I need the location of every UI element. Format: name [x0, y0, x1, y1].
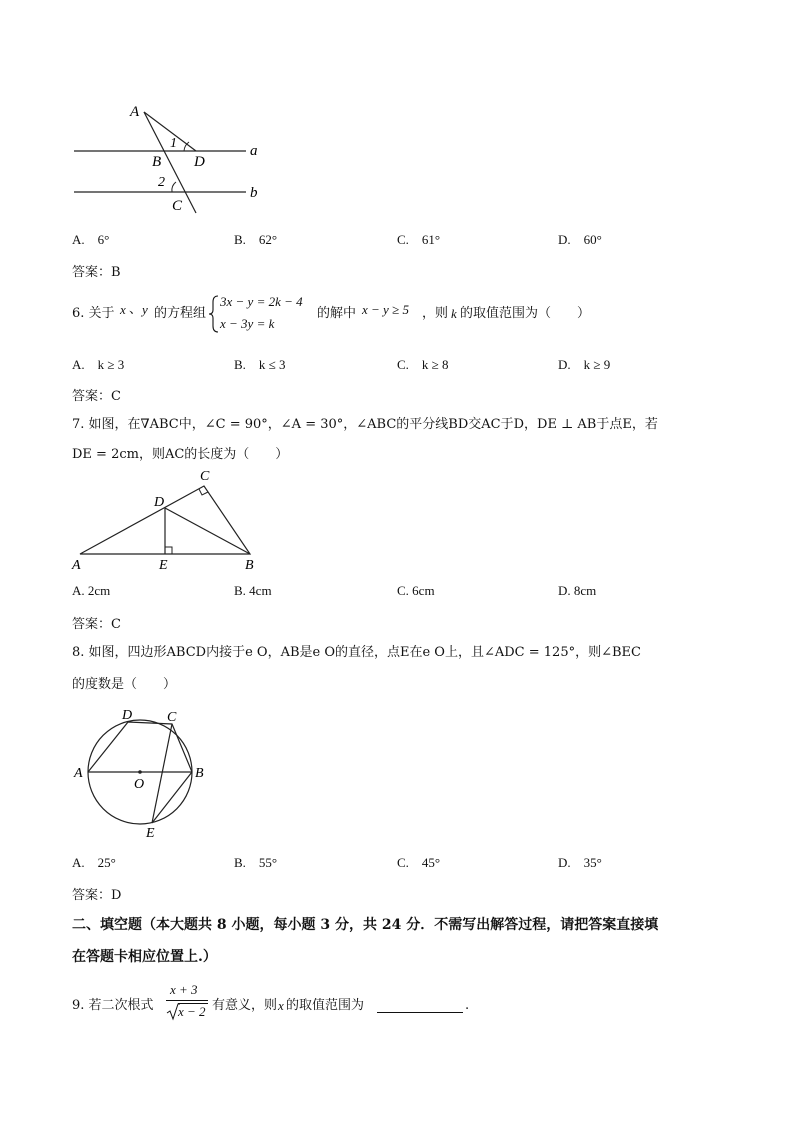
label-2: 2: [158, 175, 165, 190]
parallel-lines-figure: [60, 98, 280, 218]
q7-stem-line1: 7. 如图，在∇ABC中，∠C = 90°，∠A = 30°，∠ABC的平分线BD交AC于D，DE ⊥ AB于点E，若: [72, 417, 658, 432]
q5-answer: 答案：B: [72, 265, 121, 280]
q9-fraction-bar: [166, 1000, 208, 1001]
q8-option-b: B. 55°: [234, 855, 278, 870]
q9-end: 的取值范围为: [286, 998, 365, 1013]
segment-ce: [152, 724, 172, 823]
q6-eq1: 3x − y = 2k − 4: [220, 294, 303, 309]
q8-stem-line2: 的度数是（ ）: [72, 677, 177, 692]
brace-icon: [208, 294, 220, 334]
q8-option-d: D. 35°: [558, 855, 602, 870]
q7-option-a: A. 2cm: [72, 583, 111, 598]
q6-var-y: y: [142, 302, 148, 317]
q7-option-b: B. 4cm: [234, 583, 272, 598]
q7-option-d: D. 8cm: [558, 583, 597, 598]
label-E: E: [146, 826, 155, 841]
label-B: B: [245, 558, 254, 573]
label-C: C: [167, 710, 177, 725]
q6-after: 的解中: [317, 306, 357, 321]
q6-answer: 答案：C: [72, 389, 121, 404]
right-triangle-figure: [68, 466, 268, 574]
label-A: A: [74, 766, 83, 781]
label-D: D: [154, 495, 165, 510]
q8-option-c: C. 45°: [397, 855, 441, 870]
q6-option-a: A. k ≥ 3: [72, 357, 125, 372]
q6-option-b: B. k ≤ 3: [234, 357, 286, 372]
q6-prefix: 6. 关于: [72, 306, 115, 321]
section2-heading-line2: 在答题卡相应位置上.）: [72, 949, 217, 965]
right-angle-e: [165, 547, 172, 554]
q6-mid: 的方程组: [154, 306, 207, 321]
label-b: b: [250, 185, 258, 201]
label-D: D: [122, 708, 133, 723]
q8-answer: 答案：D: [72, 888, 122, 903]
label-B: B: [195, 766, 204, 781]
circle-figure: [68, 702, 218, 844]
section2-heading-line1: 二、填空题（本大题共 8 小题，每小题 3 分，共 24 分．不需写出解答过程，请把答案直接填: [72, 917, 659, 933]
label-D: D: [194, 154, 205, 170]
q9-answer-blank[interactable]: [377, 999, 463, 1013]
q6-var-x: x: [120, 302, 126, 317]
label-C: C: [172, 198, 183, 214]
q6-option-d: D. k ≥ 9: [558, 357, 611, 372]
q7-stem-line2: DE = 2cm，则AC的长度为（ ）: [72, 447, 289, 462]
q7-option-c: C. 6cm: [397, 583, 435, 598]
label-O: O: [134, 777, 145, 792]
q6-eq2: x − 3y = k: [220, 316, 275, 331]
q9-mid: 有意义，则: [212, 998, 278, 1013]
q6-var-k: k: [451, 306, 457, 321]
q6-sep: 、: [129, 302, 143, 317]
label-B: B: [152, 154, 162, 170]
q7-answer: 答案：C: [72, 617, 121, 632]
label-a: a: [250, 143, 258, 159]
label-1: 1: [170, 136, 177, 151]
q6-end: 的取值范围为（ ）: [460, 306, 591, 321]
q5-option-c: C. 61°: [397, 232, 441, 247]
label-E: E: [159, 558, 168, 573]
q6-condition: x − y ≥ 5: [362, 302, 409, 317]
q9-numerator: x + 3: [170, 982, 198, 997]
q9-denominator: x − 2: [178, 1004, 206, 1019]
q6-tail: ，则: [422, 306, 449, 321]
angle-2-arc: [172, 182, 176, 192]
q8-stem-line1: 8. 如图，四边形ABCD内接于e O，AB是e O的直径，点E在e O上，且∠ADC = 125°，则∠BEC: [72, 645, 641, 660]
label-A: A: [72, 558, 81, 573]
bisector-bd: [165, 508, 250, 554]
q5-option-d: D. 60°: [558, 232, 602, 247]
q9-var-x: x: [278, 998, 284, 1013]
q6-option-c: C. k ≥ 8: [397, 357, 449, 372]
label-A: A: [130, 104, 140, 120]
q9-period: .: [465, 998, 470, 1013]
center-o-dot: [138, 770, 142, 774]
label-C: C: [200, 469, 210, 484]
q8-option-a: A. 25°: [72, 855, 116, 870]
quad-abcd: [88, 722, 192, 772]
q5-option-b: B. 62°: [234, 232, 278, 247]
q9-prefix: 9. 若二次根式: [72, 998, 154, 1013]
q5-option-a: A. 6°: [72, 232, 110, 247]
